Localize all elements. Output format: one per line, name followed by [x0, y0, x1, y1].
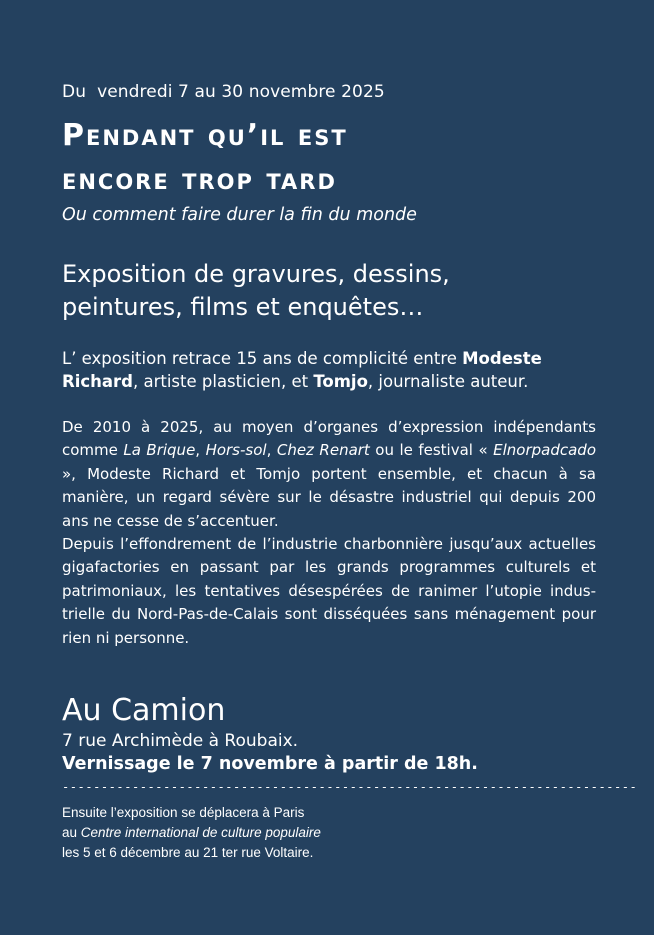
body-p1-sep-1: ,: [195, 441, 206, 460]
paris-info: [62, 803, 321, 863]
publication-hors-sol: Hors-sol: [205, 441, 267, 460]
intro-paragraph: [62, 347, 596, 393]
journalist-name: Tomjo: [313, 372, 368, 391]
paris-line-2: [62, 823, 321, 843]
body-text: [62, 416, 596, 650]
title-line-1: Pendant qu’il est: [62, 118, 348, 153]
intro-text-3: , journaliste auteur.: [367, 372, 529, 391]
paris-line-3: les 5 et 6 décembre au 21 ter rue Voltaire.: [62, 845, 314, 860]
headline-line-1: Exposition de gravures, dessins,: [62, 260, 450, 288]
artist-name: Modeste Richard: [62, 349, 542, 391]
exhibition-subtitle: Ou comment faire durer la fin du monde: [62, 205, 417, 225]
venue-address: 7 rue Archimède à Roubaix.: [62, 731, 299, 751]
vernissage-info: Vernissage le 7 novembre à partir de 18h.: [62, 754, 478, 774]
exhibition-dates: Du vendredi 7 au 30 novembre 2025: [62, 82, 385, 102]
paris-venue-name: Centre international de culture populaire: [80, 825, 321, 840]
dashed-separator: --------------------------------------------------------------------------: [62, 780, 638, 794]
exhibition-title: [62, 114, 348, 202]
intro-text-1: L’ exposition retrace 15 ans de complicité entre: [62, 349, 463, 368]
body-p1-sep-2: ,: [266, 441, 277, 460]
title-line-2: encore trop tard: [62, 162, 337, 197]
venue-name: Au Camion: [62, 693, 226, 728]
paris-line-1: Ensuite l’exposition se déplacera à Paris: [62, 805, 305, 820]
body-p1-text-b: ou le festival «: [369, 441, 494, 460]
body-paragraph-1: [62, 416, 596, 533]
paris-line-2-prefix: au: [62, 825, 81, 840]
body-p1-text-c: », Modeste Richard et Tomjo portent ensemble, et chacun à sa manière, un regard sévère sur le désastre industriel qui depuis 200 ans ne cesse de s’accentuer.: [62, 464, 596, 530]
festival-name: Elnorpadcado: [493, 441, 596, 460]
publication-chez-renart: Chez Renart: [276, 441, 370, 460]
publication-la-brique: La Brique: [123, 441, 196, 460]
body-p1-text-a: De 2010 à 2025, au moyen d’organes d’expression indépendants comme: [62, 418, 596, 460]
intro-text-2: , artiste plasticien, et: [132, 372, 314, 391]
exhibition-headline: [62, 258, 582, 324]
headline-line-2: peintures, films et enquêtes…: [62, 293, 424, 321]
body-paragraph-2: Depuis l’effondrement de l’industrie charbonnière jusqu’aux actuelles gigafactories en passant par les grands programmes culturels et patrimoniaux, les tentatives désespérées de ranimer l’utopie industrielle du Nord-Pas-de-Calais sont disséquées sans ménagement pour rien ni personne.: [62, 535, 596, 647]
